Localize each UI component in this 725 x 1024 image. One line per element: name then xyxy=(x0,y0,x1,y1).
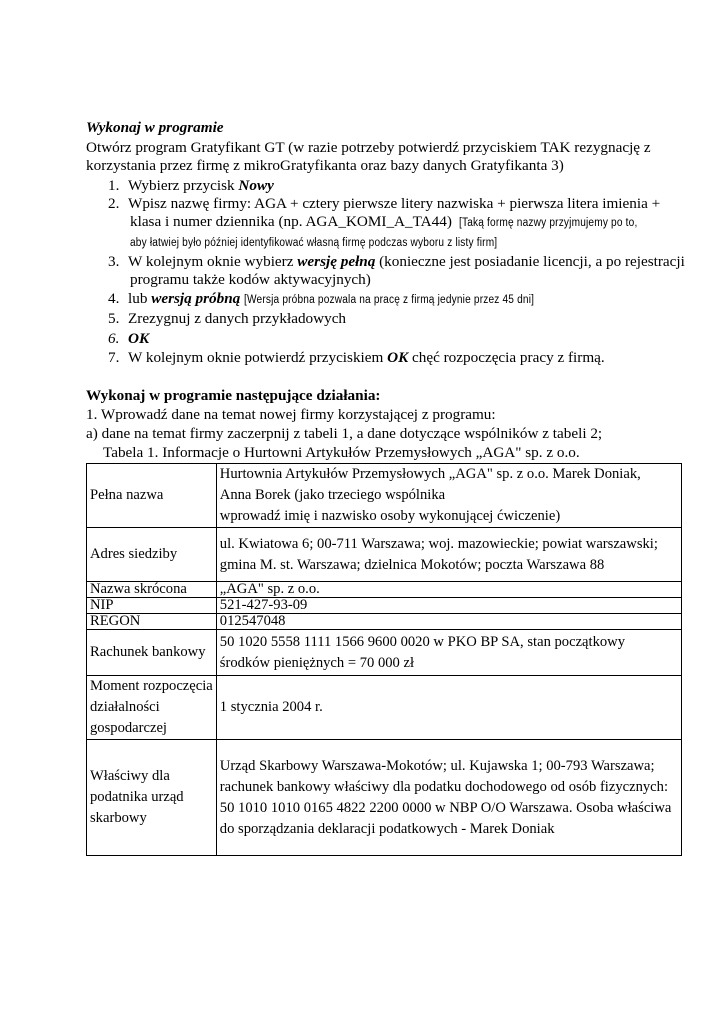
intro-line-1: Otwórz program Gratyfikant GT (w razie potrzeby potwierdź przyciskiem TAK rezygnację z xyxy=(86,139,651,156)
step-7: 7. W kolejnym oknie potwierdź przyciskiem OK chęć rozpoczęcia pracy z firmą. xyxy=(108,349,605,366)
step-6: 6. OK xyxy=(108,330,150,347)
row-label: Właściwy dla podatnika urząd skarbowy xyxy=(87,740,217,856)
table-row xyxy=(87,598,682,614)
table-row xyxy=(87,582,682,598)
section1-heading: Wykonaj w programie xyxy=(86,119,224,136)
row-label: NIP xyxy=(87,598,217,614)
step-1: 1. Wybierz przycisk Nowy xyxy=(108,177,274,194)
table-row xyxy=(87,464,682,528)
step-5: 5. Zrezygnuj z danych przykładowych xyxy=(108,310,347,327)
table-row xyxy=(87,614,682,630)
section2-line-1: 1. Wprowadź dane na temat nowej firmy korzystającej z programu: xyxy=(86,406,496,423)
intro-line-2: korzystania przez firmę z mikroGratyfikanta oraz bazy danych Gratyfikanta 3) xyxy=(86,157,564,174)
table-row xyxy=(87,630,682,676)
table-row xyxy=(87,528,682,582)
row-value: ul. Kwiatowa 6; 00-711 Warszawa; woj. mazowieckie; powiat warszawski; gmina M. st. Warszawa; dzielnica Mokotów; poczta Warszawa 88 xyxy=(216,528,681,582)
step-2-continuation: klasa i numer dziennika (np. AGA_KOMI_A_TA44) [Taką formę nazwy przyjmujemy po to, xyxy=(130,213,638,230)
table-caption: Tabela 1. Informacje o Hurtowni Artykułów Przemysłowych „AGA" sp. z o.o. xyxy=(103,444,580,461)
section2-line-2: a) dane na temat firmy zaczerpnij z tabeli 1, a dane dotyczące wspólników z tabeli 2; xyxy=(86,425,603,442)
row-value: 012547048 xyxy=(216,614,681,630)
step-4: 4. lub wersją próbną [Wersja próbna pozwala na pracę z firmą jedynie przez 45 dni] xyxy=(108,290,535,307)
step-2: 2. Wpisz nazwę firmy: AGA + cztery pierwsze litery nazwiska + pierwsza litera imienia + xyxy=(108,195,661,212)
row-label: Pełna nazwa xyxy=(87,464,217,528)
row-value: Hurtownia Artykułów Przemysłowych „AGA" sp. z o.o. Marek Doniak, Anna Borek (jako trzeciego wspólnika wprowadź imię i nazwisko osoby wykonującej ćwiczenie) xyxy=(216,464,681,528)
row-value: 50 1020 5558 1111 1566 9600 0020 w PKO BP SA, stan początkowy środków pieniężnych = 70 000 zł xyxy=(216,630,681,676)
row-label: Rachunek bankowy xyxy=(87,630,217,676)
row-label: REGON xyxy=(87,614,217,630)
row-value: Urząd Skarbowy Warszawa-Mokotów; ul. Kujawska 1; 00-793 Warszawa; rachunek bankowy właściwy dla podatku dochodowego od osób fizycznych: 50 1010 1010 0165 4822 2200 0000 w NBP O/O Warszawa. Osoba właściwa do sporządzania deklaracji podatkowych - Marek Doniak xyxy=(216,740,681,856)
row-value: 1 stycznia 2004 r. xyxy=(216,676,681,740)
row-label: Moment rozpoczęcia działalności gospodarczej xyxy=(87,676,217,740)
section2-heading: Wykonaj w programie następujące działania: xyxy=(86,387,381,404)
table-row xyxy=(87,676,682,740)
row-value: „AGA" sp. z o.o. xyxy=(216,582,681,598)
step-3: 3. W kolejnym oknie wybierz wersję pełną (konieczne jest posiadanie licencji, a po rejestracji xyxy=(108,253,685,270)
table-row xyxy=(87,740,682,856)
step-3-continuation: programu także kodów aktywacyjnych) xyxy=(130,271,371,288)
row-value: 521-427-93-09 xyxy=(216,598,681,614)
row-label: Nazwa skrócona xyxy=(87,582,217,598)
row-label: Adres siedziby xyxy=(87,528,217,582)
company-info-table xyxy=(86,463,682,856)
step-2-note: aby łatwiej było później identyfikować własną firmę podczas wyboru z listy firm] xyxy=(130,237,498,249)
